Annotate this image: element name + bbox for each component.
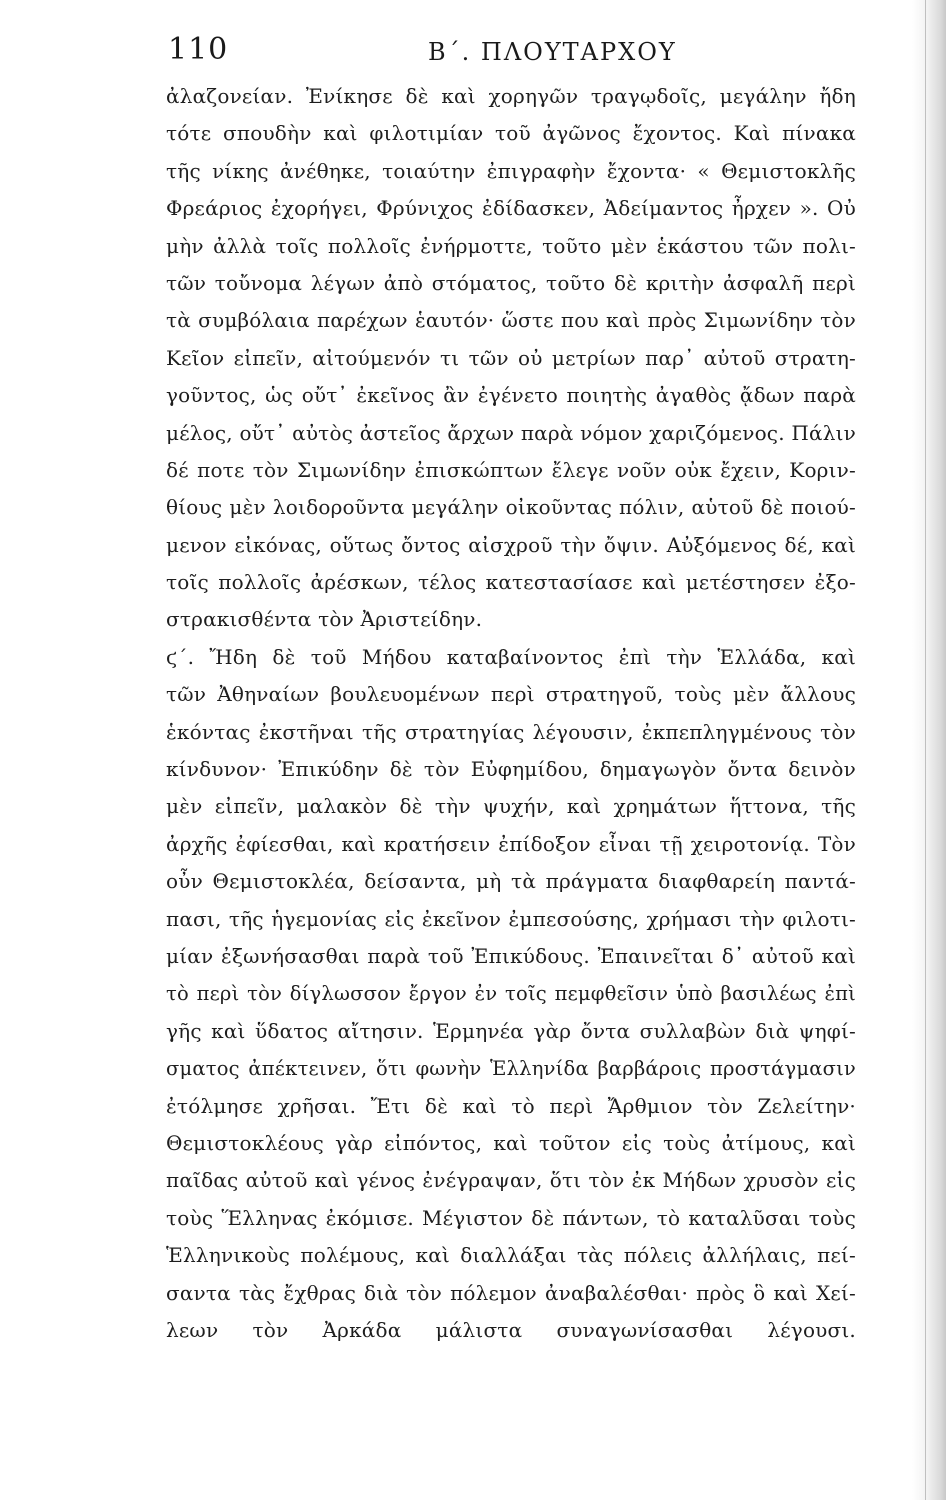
text-line: μέλος, οὔτ᾽ αὐτὸς ἀστεῖος ἄρχων παρὰ νόμον χαριζόμενος. Πάλιν <box>166 420 856 445</box>
text-line: γοῦντος, ὡς οὔτ᾽ ἐκεῖνος ἂν ἐγένετο ποιητὴς ἀγαθὸς ᾄδων παρὰ <box>166 383 856 408</box>
text-line: Κεῖον εἰπεῖν, αἰτούμενόν τι τῶν οὐ μετρίων παρ᾽ αὐτοῦ στρατη- <box>166 345 856 370</box>
text-line: Θεμιστοκλέους γὰρ εἰπόντος, καὶ τοῦτον εἰς τοὺς ἀτίμους, καὶ <box>166 1130 856 1155</box>
page-edge-line <box>925 0 926 1500</box>
page-edge-shadow <box>912 0 946 1500</box>
text-line: τοὺς Ἕλληνας ἐκόμισε. Μέγιστον δὲ πάντων, τὸ καταλῦσαι τοὺς <box>166 1205 856 1230</box>
text-line: τῶν τοὔνομα λέγων ἀπὸ στόματος, τοῦτο δὲ κριτὴν ἀσφαλῆ περὶ <box>166 270 856 295</box>
text-line: ἀλαζονείαν. Ἐνίκησε δὲ καὶ χορηγῶν τραγῳδοῖς, μεγάλην ἤδη <box>166 84 856 108</box>
text-line: σαντα τὰς ἔχθρας διὰ τὸν πόλεμον ἀναβαλέσθαι· πρὸς ὃ καὶ Χεί- <box>166 1280 856 1305</box>
text-line: παῖδας αὐτοῦ καὶ γένος ἐνέγραψαν, ὅτι τὸν ἐκ Μήδων χρυσὸν εἰς <box>166 1168 856 1193</box>
text-line: τῶν Ἀθηναίων βουλευομένων περὶ στρατηγοῦ, τοὺς μὲν ἄλλους <box>166 682 856 707</box>
text-line: οὖν Θεμιστοκλέα, δείσαντα, μὴ τὰ πράγματα διαφθαρείη παντά- <box>166 869 856 894</box>
text-line: Φρεάριος ἐχορήγει, Φρύνιχος ἐδίδασκεν, Ἀδείμαντος ἦρχεν ». Οὐ <box>166 196 856 221</box>
running-head: Β΄. ΠΛΟΥΤΑΡΧΟΥ <box>428 38 677 66</box>
text-line: Ἑλληνικοὺς πολέμους, καὶ διαλλάξαι τὰς πόλεις ἀλλήλαις, πεί- <box>166 1243 856 1268</box>
text-line: κίνδυνον· Ἐπικύδην δὲ τὸν Εὐφημίδου, δημαγωγὸν ὄντα δεινὸν <box>166 757 856 782</box>
text-line: γῆς καὶ ὕδατος αἴτησιν. Ἑρμηνέα γὰρ ὄντα συλλαβὼν διὰ ψηφί- <box>166 1018 856 1043</box>
text-line: τοῖς πολλοῖς ἀρέσκων, τέλος κατεστασίασε καὶ μετέστησεν ἐξο- <box>166 570 856 595</box>
page-number: 110 <box>168 32 229 67</box>
text-line: μὴν ἀλλὰ τοῖς πολλοῖς ἐνήρμοττε, τοῦτο μὲν ἑκάστου τῶν πολι- <box>166 233 856 258</box>
text-line: ἑκόντας ἐκστῆναι τῆς στρατηγίας λέγουσιν, ἐκπεπληγμένους τὸν <box>166 719 856 744</box>
text-line: μὲν εἰπεῖν, μαλακὸν δὲ τὴν ψυχήν, καὶ χρημάτων ἥττονα, τῆς <box>166 794 856 819</box>
text-line: τὰ συμβόλαια παρέχων ἑαυτόν· ὥστε που καὶ πρὸς Σιμωνίδην τὸν <box>166 308 856 333</box>
text-line-paragraph-end <box>166 1349 856 1386</box>
page-header <box>168 30 866 74</box>
text-line: μίαν ἐξωνήσασθαι παρὰ τοῦ Ἐπικύδους. Ἐπαινεῖται δ᾽ αὐτοῦ καὶ <box>166 943 856 968</box>
text-line: θίους μὲν λοιδοροῦντα μεγάλην οἰκοῦντας πόλιν, αὑτοῦ δὲ ποιού- <box>166 495 856 520</box>
text-line: λεων τὸν Ἀρκάδα μάλιστα συναγωνίσασθαι λέγουσι. <box>166 1317 856 1342</box>
text-line: τῆς νίκης ἀνέθηκε, τοιαύτην ἐπιγραφὴν ἔχοντα· « Θεμιστοκλῆς <box>166 158 856 183</box>
text-line: μενον εἰκόνας, οὕτως ὄντος αἰσχροῦ τὴν ὄψιν. Αὐξόμενος δέ, καὶ <box>166 532 856 557</box>
text-line: σματος ἀπέκτεινεν, ὅτι φωνὴν Ἑλληνίδα βαρβάροις προστάγμασιν <box>166 1057 856 1081</box>
body-text <box>166 78 856 1387</box>
text-line: τὸ περὶ τὸν δίγλωσσον ἔργον ἐν τοῖς πεμφθεῖσιν ὑπὸ βασιλέως ἐπὶ <box>166 982 856 1006</box>
text-line: ἀρχῆς ἐφίεσθαι, καὶ κρατήσειν ἐπίδοξον εἶναι τῇ χειροτονίᾳ. Τὸν <box>166 831 856 856</box>
text-line-section-start: ϛ΄. Ἤδη δὲ τοῦ Μήδου καταβαίνοντος ἐπὶ τὴν Ἑλλάδα, καὶ <box>166 644 856 669</box>
text-line: δέ ποτε τὸν Σιμωνίδην ἐπισκώπτων ἔλεγε νοῦν οὐκ ἔχειν, Κοριν- <box>166 457 856 482</box>
text-line-paragraph-end: στρακισθέντα τὸν Ἀριστείδην. <box>166 607 483 632</box>
text-line: πασι, τῆς ἡγεμονίας εἰς ἐκεῖνον ἐμπεσούσης, χρήμασι τὴν φιλοτι- <box>166 906 856 931</box>
text-line: τότε σπουδὴν καὶ φιλοτιμίαν τοῦ ἀγῶνος ἔχοντος. Καὶ πίνακα <box>166 121 856 146</box>
text-line: ἐτόλμησε χρῆσαι. Ἔτι δὲ καὶ τὸ περὶ Ἄρθμιον τὸν Ζελείτην· <box>166 1093 856 1118</box>
